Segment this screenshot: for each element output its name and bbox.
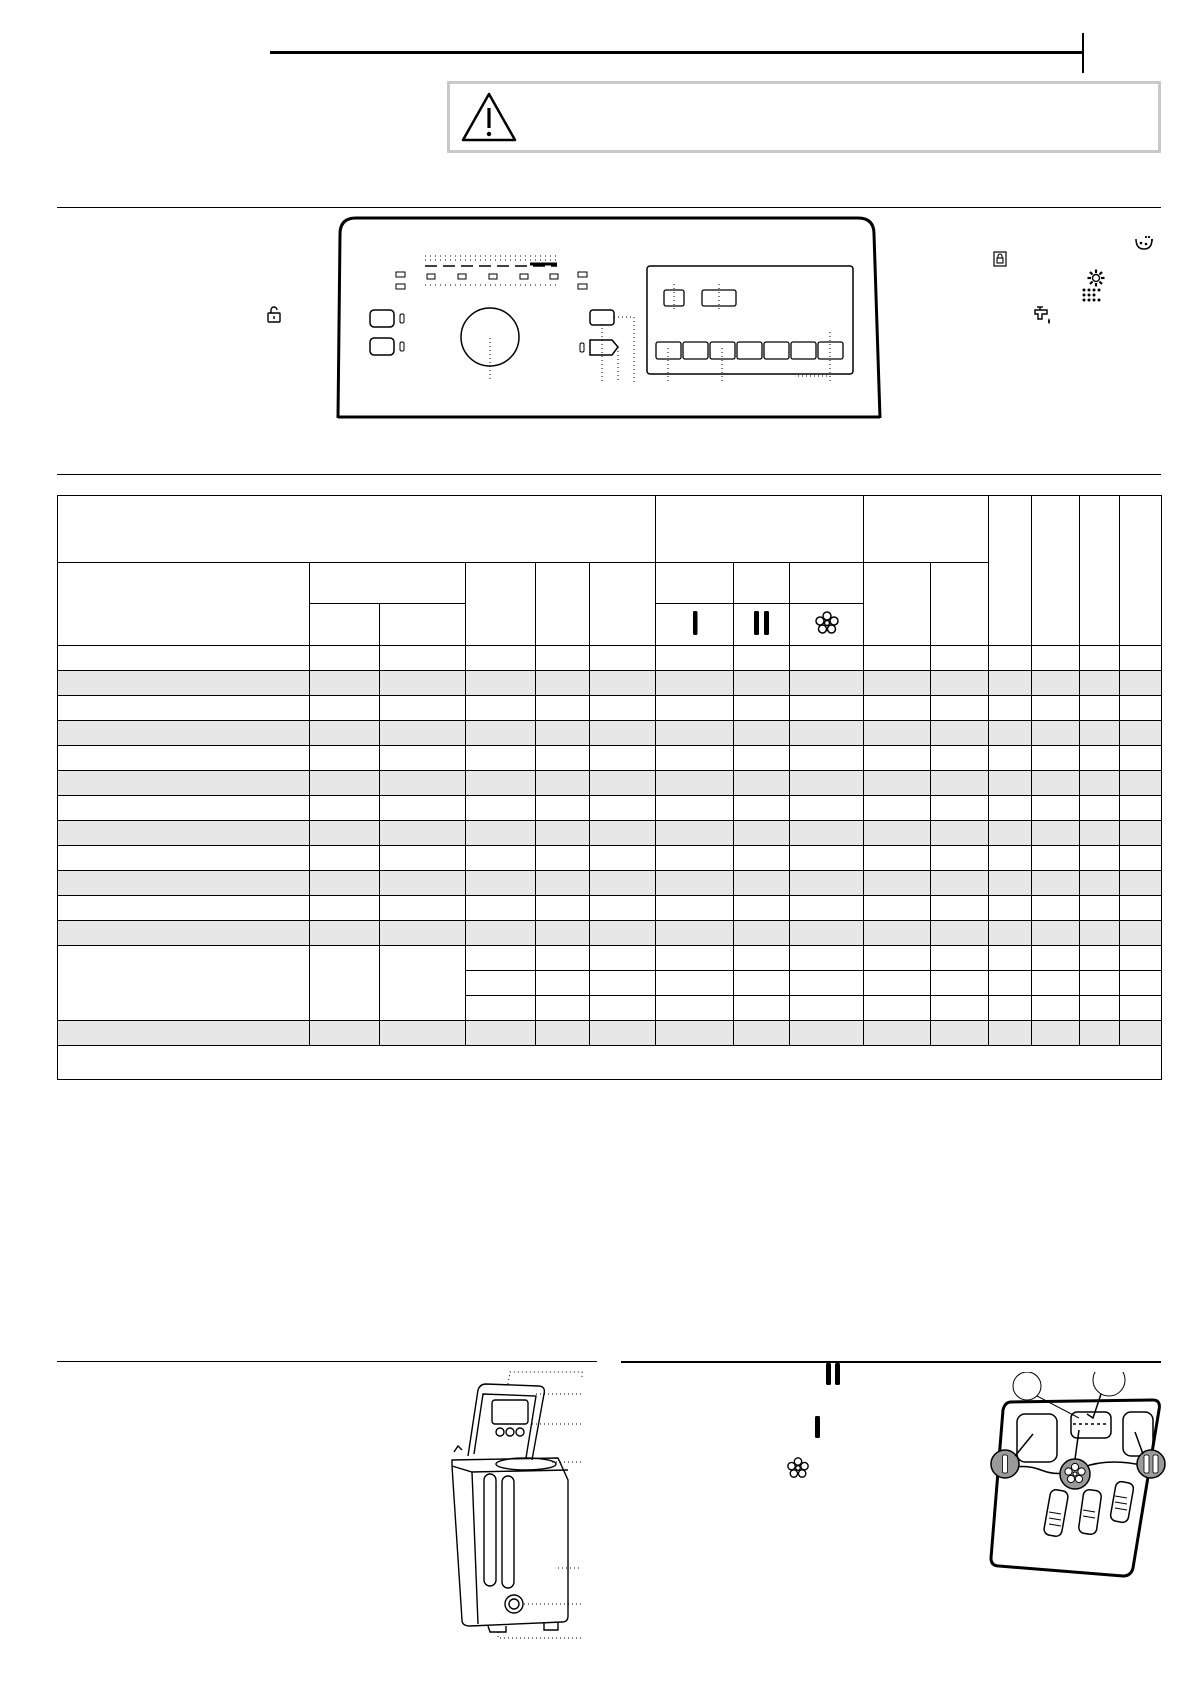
header-compartment-1 xyxy=(656,563,734,604)
display-panel xyxy=(647,266,853,374)
left-button-top xyxy=(370,310,394,327)
header-temp-default xyxy=(310,604,380,646)
pause-button xyxy=(590,340,618,355)
table-row xyxy=(58,871,1162,896)
header-temp-range xyxy=(380,604,466,646)
table-row xyxy=(58,746,1162,771)
section-rule-dispenser xyxy=(621,1361,1161,1363)
header-vertical-4 xyxy=(1120,496,1162,646)
header-max-load xyxy=(536,563,590,646)
tap-water-icon xyxy=(1032,305,1054,327)
rinse-hold-icon xyxy=(1133,234,1155,252)
header-group-detergent xyxy=(656,496,864,563)
drain-filter xyxy=(505,1595,523,1613)
section-rule-program-table xyxy=(57,474,1161,475)
lock-icon xyxy=(993,251,1007,267)
control-panel-diagram xyxy=(334,214,884,420)
header-rule xyxy=(270,51,1084,54)
table-row xyxy=(58,1021,1162,1046)
program-table xyxy=(57,495,1162,1080)
program-dial xyxy=(461,308,519,366)
dots-grid-icon xyxy=(1081,287,1101,305)
panel-outline xyxy=(338,218,880,418)
table-row xyxy=(58,821,1162,846)
header-residual-1 xyxy=(864,563,931,646)
drawer-badge-softener xyxy=(1060,1430,1090,1489)
start-button xyxy=(590,310,614,325)
prewash-compartment-icon xyxy=(656,604,734,646)
option-button-row xyxy=(656,342,843,359)
wash-compartment-icon xyxy=(734,604,790,646)
drawer-badge-prewash xyxy=(991,1434,1033,1478)
indicator-bar-group xyxy=(425,256,557,266)
softener-compartment-icon xyxy=(790,604,864,646)
warning-icon xyxy=(459,90,519,144)
table-header-row-1 xyxy=(58,496,1162,563)
warning-box xyxy=(447,81,1161,153)
wash-compartment-symbol xyxy=(824,1362,842,1386)
left-button-bottom xyxy=(370,338,394,355)
header-compartment-2 xyxy=(734,563,790,604)
table-row xyxy=(58,796,1162,821)
table-row xyxy=(58,771,1162,796)
table-footer-row xyxy=(58,1046,1162,1080)
led-row xyxy=(396,272,587,289)
header-compartment-3 xyxy=(790,563,864,604)
header-max-spin xyxy=(466,563,536,646)
table-row xyxy=(58,946,1162,971)
header-rule-tick xyxy=(1082,33,1084,73)
softener-compartment-symbol xyxy=(786,1456,810,1480)
drawer-badge-wash xyxy=(1135,1432,1165,1478)
callout-circle-b xyxy=(1093,1372,1125,1396)
washing-machine-diagram xyxy=(448,1370,588,1640)
detergent-drawer-diagram xyxy=(981,1372,1171,1582)
section-rule-control-panel xyxy=(57,207,1161,208)
spin-settings-icon xyxy=(1086,268,1106,288)
header-duration xyxy=(590,563,656,646)
callout-circle-a xyxy=(1013,1372,1041,1400)
table-row xyxy=(58,896,1162,921)
header-vertical-1 xyxy=(989,496,1032,646)
header-vertical-3 xyxy=(1080,496,1120,646)
header-temperature xyxy=(310,563,466,604)
table-row xyxy=(58,646,1162,671)
table-footer-note xyxy=(58,1046,1162,1080)
prewash-compartment-symbol xyxy=(813,1415,823,1439)
header-group-programs xyxy=(58,496,656,563)
table-row xyxy=(58,846,1162,871)
header-program xyxy=(58,563,310,646)
header-vertical-2 xyxy=(1032,496,1080,646)
header-residual-2 xyxy=(931,563,989,646)
table-row xyxy=(58,721,1162,746)
table-row xyxy=(58,671,1162,696)
table-row xyxy=(58,696,1162,721)
section-rule-machine xyxy=(57,1361,597,1362)
unlock-icon xyxy=(266,305,282,323)
header-group-residual xyxy=(864,496,989,563)
table-row xyxy=(58,921,1162,946)
